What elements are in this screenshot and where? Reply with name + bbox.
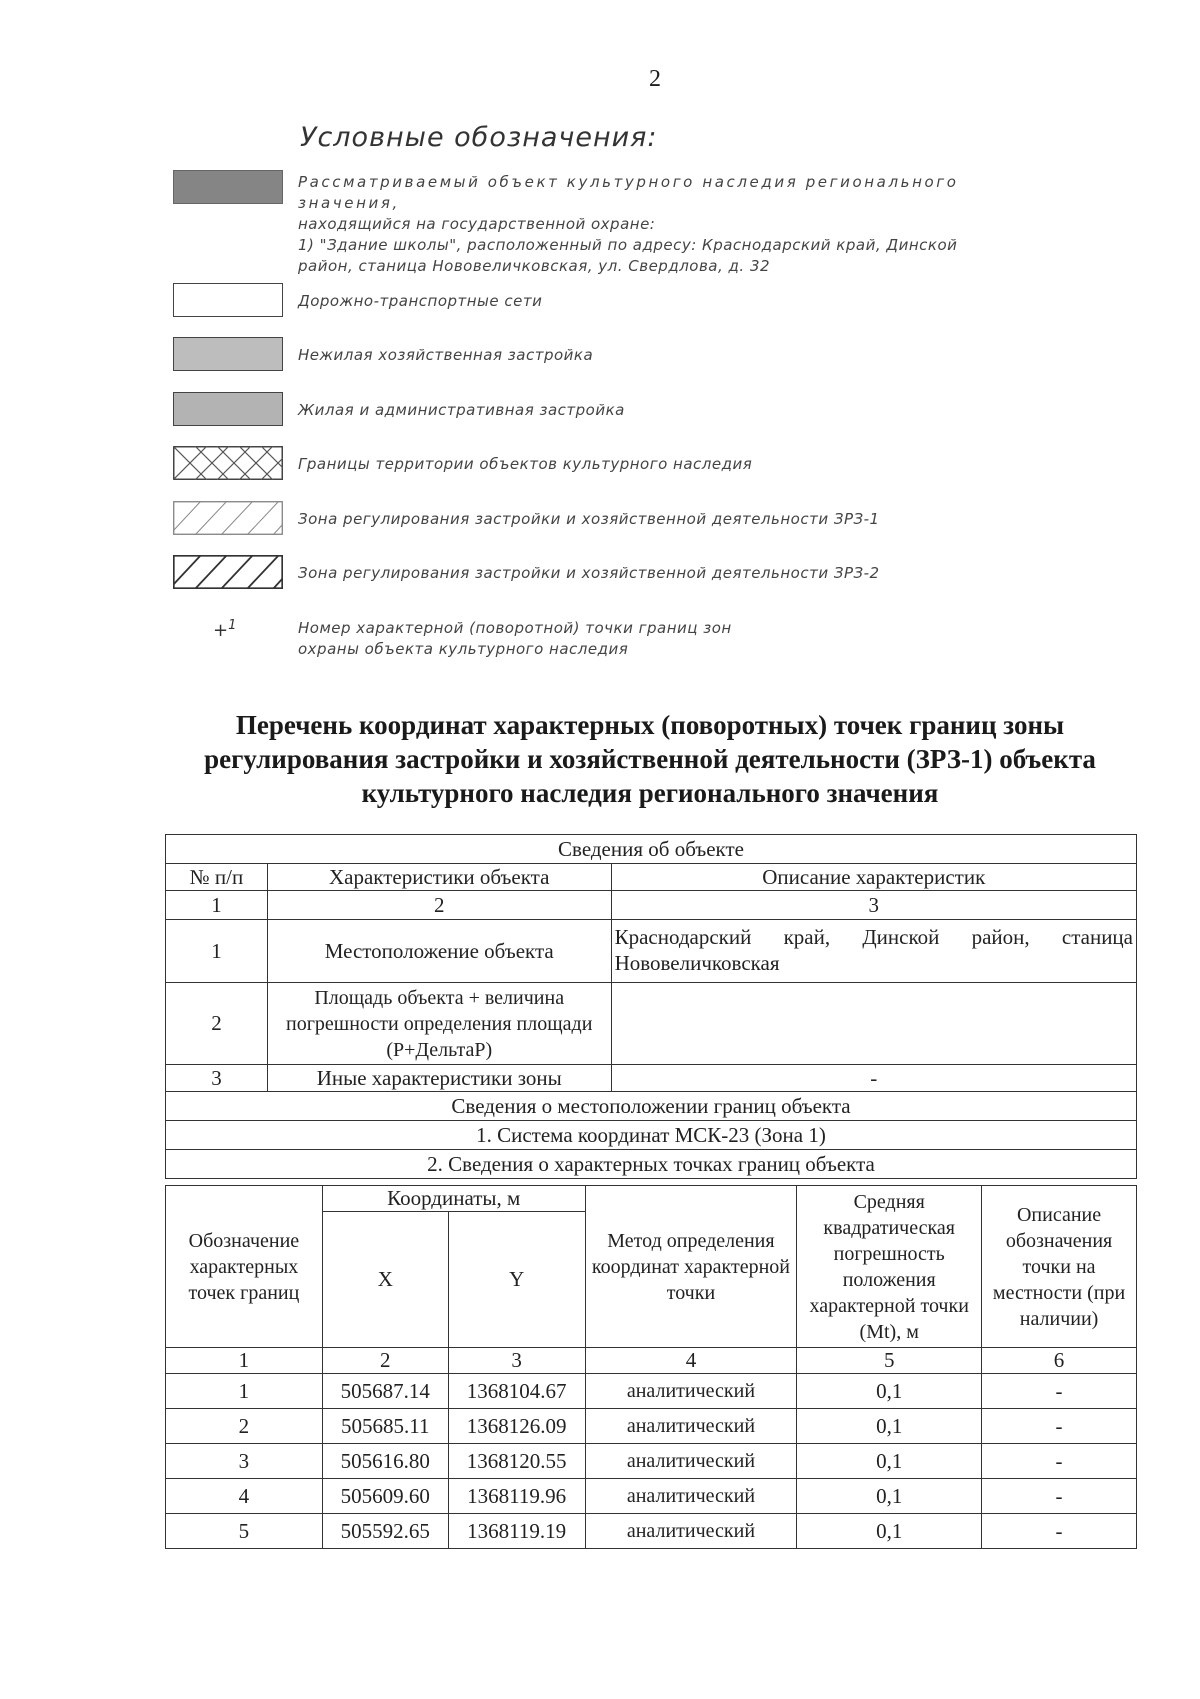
gray-swatch-icon — [173, 392, 283, 426]
white-swatch-icon — [173, 283, 283, 317]
table-row — [166, 1374, 1137, 1409]
point-method: аналитический — [585, 1374, 797, 1409]
document-title: Перечень координат характерных (поворотных) точек границ зоны регулирования застройки и хозяйственной деятельности (ЗРЗ-1) объекта культурного наследия регионального значения — [204, 710, 1096, 808]
column-number: 4 — [585, 1348, 797, 1374]
point-mt: 0,1 — [797, 1409, 982, 1444]
row-value: - — [611, 1065, 1136, 1092]
table-row — [166, 1065, 1137, 1092]
row-name: Местоположение объекта — [267, 920, 611, 983]
column-number: 2 — [322, 1348, 448, 1374]
column-number: 1 — [166, 1348, 323, 1374]
light-gray-swatch-icon — [173, 337, 283, 371]
section-coordinate-system: 1. Система координат МСК-23 (Зона 1) — [166, 1121, 1137, 1150]
table-row — [166, 1409, 1137, 1444]
object-info-table — [165, 834, 1137, 1179]
header-x: X — [322, 1212, 448, 1348]
point-method: аналитический — [585, 1409, 797, 1444]
row-name: Иные характеристики зоны — [267, 1065, 611, 1092]
point-desc: - — [982, 1374, 1137, 1409]
diagonal-hatch-swatch-icon — [173, 501, 283, 535]
legend-title: Условные обозначения: — [300, 122, 658, 153]
point-id: 5 — [166, 1514, 323, 1549]
row-number: 1 — [166, 920, 268, 983]
point-x: 505685.11 — [322, 1409, 448, 1444]
point-desc: - — [982, 1444, 1137, 1479]
table-caption: Сведения об объекте — [166, 835, 1137, 864]
point-mt: 0,1 — [797, 1444, 982, 1479]
header-cell: Описание характеристик — [611, 864, 1136, 891]
header-cell: Характеристики объекта — [267, 864, 611, 891]
section-points: 2. Сведения о характерных точках границ объекта — [166, 1150, 1137, 1179]
column-number: 6 — [982, 1348, 1137, 1374]
row-value — [611, 983, 1136, 1065]
row-value: Краснодарский край, Динской район, станица Нововеличковская — [611, 920, 1136, 983]
point-method: аналитический — [585, 1479, 797, 1514]
legend-text: Номер характерной (поворотной) точки границ зон охраны объекта культурного наследия — [298, 619, 732, 658]
column-number: 3 — [611, 891, 1136, 920]
page-number: 2 — [649, 66, 661, 92]
table-row — [166, 983, 1137, 1065]
column-number: 2 — [267, 891, 611, 920]
point-method: аналитический — [585, 1444, 797, 1479]
point-x: 505592.65 — [322, 1514, 448, 1549]
row-number: 3 — [166, 1065, 268, 1092]
point-y: 1368104.67 — [448, 1374, 585, 1409]
header-description: Описание обозначения точки на местности (при наличии) — [982, 1186, 1137, 1348]
column-number: 1 — [166, 891, 268, 920]
header-designation: Обозначение характерных точек границ — [166, 1186, 323, 1348]
point-x: 505616.80 — [322, 1444, 448, 1479]
legend-text: Нежилая хозяйственная застройка — [298, 346, 594, 364]
table-row — [166, 1479, 1137, 1514]
point-marker-icon: +$^1$ — [213, 618, 237, 641]
row-number: 2 — [166, 983, 268, 1065]
point-mt: 0,1 — [797, 1374, 982, 1409]
point-desc: - — [982, 1479, 1137, 1514]
point-id: 3 — [166, 1444, 323, 1479]
point-x: 505687.14 — [322, 1374, 448, 1409]
legend-text: Зона регулирования застройки и хозяйственной деятельности ЗРЗ-2 — [298, 564, 880, 582]
dark-swatch-icon — [173, 170, 283, 204]
point-y: 1368119.96 — [448, 1479, 585, 1514]
bold-diagonal-hatch-swatch-icon — [173, 555, 283, 589]
header-coords: Координаты, м — [322, 1186, 585, 1212]
point-x: 505609.60 — [322, 1479, 448, 1514]
row-name: Площадь объекта + величина погрешности определения площади (P+ДельтаР) — [267, 983, 611, 1065]
header-error: Средняя квадратическая погрешность положения характерной точки (Mt), м — [797, 1186, 982, 1348]
legend-text: Рассматриваемый объект культурного наследия регионального значения, находящийся на государственной охране: 1) "Здание школы", расположенный по адресу: Краснодарский край, Динской район, станица Нововеличковская, ул. Свердлова, д. 32 — [298, 173, 959, 275]
header-y: Y — [448, 1212, 585, 1348]
points-table — [165, 1185, 1137, 1549]
table-row — [166, 920, 1137, 983]
column-number: 5 — [797, 1348, 982, 1374]
point-mt: 0,1 — [797, 1479, 982, 1514]
table-row — [166, 1444, 1137, 1479]
point-method: аналитический — [585, 1514, 797, 1549]
crosshatch-swatch-icon — [173, 446, 283, 480]
legend-text: Жилая и административная застройка — [298, 401, 625, 419]
header-cell: № п/п — [166, 864, 268, 891]
point-desc: - — [982, 1409, 1137, 1444]
point-mt: 0,1 — [797, 1514, 982, 1549]
table-row — [166, 1514, 1137, 1549]
section-location: Сведения о местоположении границ объекта — [166, 1092, 1137, 1121]
legend-text: Дорожно-транспортные сети — [298, 292, 543, 310]
header-method: Метод определения координат характерной точки — [585, 1186, 797, 1348]
point-id: 2 — [166, 1409, 323, 1444]
point-id: 4 — [166, 1479, 323, 1514]
legend-text: Границы территории объектов культурного наследия — [298, 455, 753, 473]
legend-text: Зона регулирования застройки и хозяйственной деятельности ЗРЗ-1 — [298, 510, 880, 528]
point-y: 1368119.19 — [448, 1514, 585, 1549]
point-id: 1 — [166, 1374, 323, 1409]
point-desc: - — [982, 1514, 1137, 1549]
point-y: 1368120.55 — [448, 1444, 585, 1479]
column-number: 3 — [448, 1348, 585, 1374]
point-y: 1368126.09 — [448, 1409, 585, 1444]
